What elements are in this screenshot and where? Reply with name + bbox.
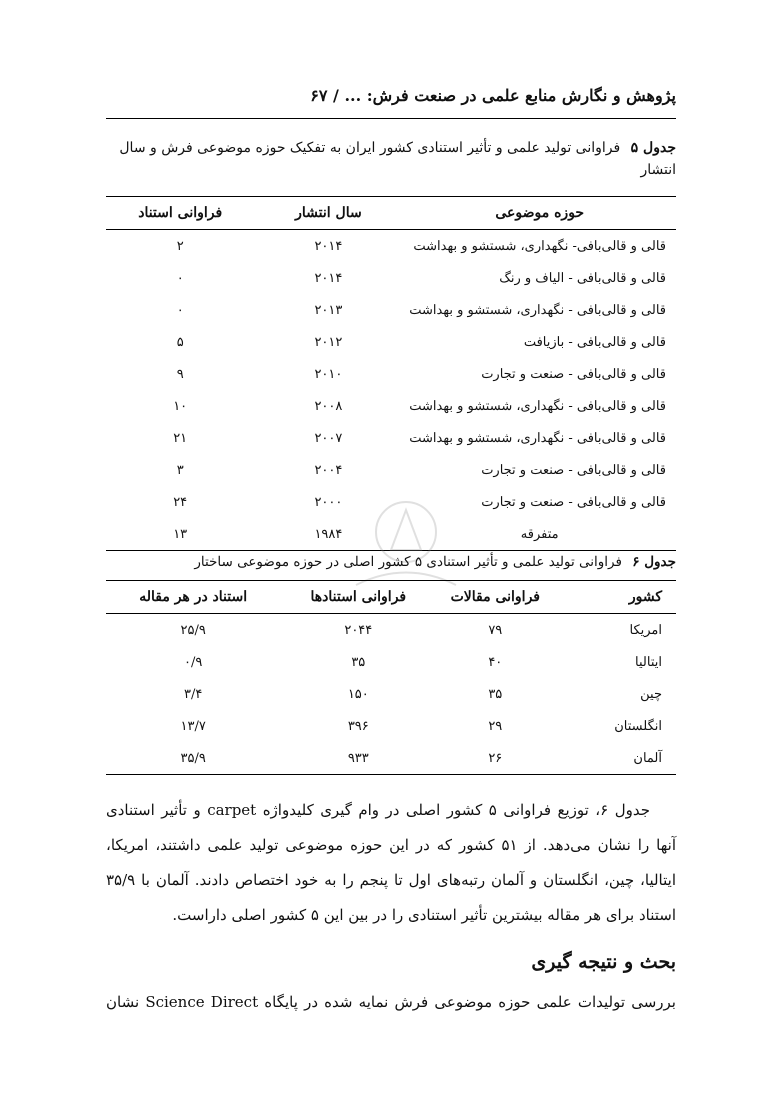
cell-year: ۲۰۱۲: [314, 334, 343, 350]
cell-citations: ۰: [176, 302, 184, 318]
cell-per-article: ۰/۹: [183, 654, 203, 670]
cell-year: ۲۰۰۰: [314, 494, 343, 510]
table-row: [106, 742, 676, 775]
table6-header-articles: فراوانی مقالات: [436, 581, 554, 614]
body-paragraph-2: [106, 987, 676, 1017]
cell-articles: ۲۹: [488, 718, 503, 734]
cell-year: ۲۰۰۷: [314, 430, 343, 446]
table-row: [106, 262, 676, 294]
table-row: [106, 326, 676, 358]
cell-subject: قالی و قالی‌بافی - نگهداری، شستشو و بهداشت: [409, 398, 666, 414]
paragraph-text: جدول ۶، توزیع فراوانی ۵ کشور اصلی در وام گیری کلیدواژه carpet و تأثیر استنادی آنها را نشان می‌دهد. از ۵۱ کشور که در این حوزه موضوعی تولید علمی داشتند، امریکا، ایتالیا، چین، انگلستان و آلمان رتبه‌های اول تا پنجم را به خود اختصاص دادند. آلمان با ۳۵/۹ استناد برای هر مقاله بیشترین تأثیر استنادی را در بین این ۵ کشور اصلی داراست.: [106, 801, 676, 924]
table-row: [106, 230, 676, 263]
cell-articles: ۳۵: [488, 686, 503, 702]
cell-citations: ۱۳: [106, 518, 254, 551]
table6-header-country: کشور: [554, 581, 676, 614]
table5-header-year: سال انتشار: [254, 197, 402, 230]
table5-caption-text: فراوانی تولید علمی و تأثیر استنادی کشور ایران به تفکیک حوزه موضوعی فرش و سال انتشار: [119, 140, 676, 178]
cell-subject: قالی و قالی‌بافی - صنعت و تجارت: [481, 462, 666, 478]
cell-articles: ۷۹: [488, 622, 503, 638]
cell-country: ایتالیا: [635, 654, 662, 670]
table-row: [106, 358, 676, 390]
table6-header-row: [106, 581, 676, 614]
table-row: [106, 646, 676, 678]
table6-header-citations: فراوانی استنادها: [280, 581, 436, 614]
cell-per-article: ۳/۴: [183, 686, 203, 702]
cell-subject: قالی و قالی‌بافی - صنعت و تجارت: [481, 494, 666, 510]
cell-country: امریکا: [629, 622, 662, 638]
table6-header-per-article: استناد در هر مقاله: [106, 581, 280, 614]
cell-year: ۲۰۱۰: [314, 366, 343, 382]
table-row: [106, 614, 676, 647]
cell-citations: ۲۴: [173, 494, 188, 510]
cell-citations: ۵: [176, 334, 184, 350]
cell-year: ۱۹۸۴: [254, 518, 402, 551]
cell-citations: ۹۳۳: [280, 742, 436, 775]
cell-country: انگلستان: [614, 718, 662, 734]
cell-per-article: ۲۵/۹: [180, 622, 206, 638]
cell-citations: ۳۹۶: [347, 718, 369, 734]
table-row: [106, 390, 676, 422]
cell-citations: ۰: [176, 270, 184, 286]
cell-subject: قالی و قالی‌بافی - الیاف و رنگ: [499, 270, 666, 286]
cell-country: آلمان: [554, 742, 676, 775]
cell-subject: قالی و قالی‌بافی - نگهداری، شستشو و بهداشت: [409, 302, 666, 318]
cell-citations: ۲۰۴۴: [344, 622, 373, 638]
cell-subject: قالی و قالی‌بافی - صنعت و تجارت: [481, 366, 666, 382]
cell-year: ۲۰۰۸: [314, 398, 343, 414]
running-head: پژوهش و نگارش منابع علمی در صنعت فرش: ... / ۶۷: [310, 86, 676, 105]
cell-citations: ۲: [176, 238, 184, 254]
cell-citations: ۱۰: [173, 398, 188, 414]
cell-articles: ۴۰: [488, 654, 503, 670]
body-paragraph-1: [106, 793, 676, 933]
cell-per-article: ۱۳/۷: [180, 718, 206, 734]
cell-citations: ۳۵: [351, 654, 366, 670]
cell-year: ۲۰۱۴: [314, 238, 343, 254]
table-row: [106, 710, 676, 742]
table5-header-subject: حوزه موضوعی: [402, 197, 676, 230]
table6-caption: [106, 551, 676, 573]
table5-caption: [106, 137, 676, 181]
cell-country: چین: [640, 686, 662, 702]
cell-per-article: ۳۵/۹: [106, 742, 280, 775]
table-row: [106, 678, 676, 710]
table-row: [106, 294, 676, 326]
cell-subject: قالی و قالی‌بافی - بازیافت: [523, 334, 666, 350]
table-row: [106, 422, 676, 454]
table6: [106, 580, 676, 775]
table5-label: جدول ۵: [630, 140, 676, 156]
cell-citations: ۱۵۰: [347, 686, 369, 702]
cell-citations: ۹: [176, 366, 184, 382]
cell-citations: ۳: [176, 462, 184, 478]
section-title: بحث و نتیجه گیری: [531, 951, 676, 973]
cell-year: ۲۰۱۴: [314, 270, 343, 286]
table5-header-citations: فراوانی استناد: [106, 197, 254, 230]
table-row: [106, 454, 676, 486]
cell-citations: ۲۱: [173, 430, 188, 446]
cell-subject: قالی و قالی‌بافی - نگهداری، شستشو و بهداشت: [409, 430, 666, 446]
cell-subject: قالی و قالی‌بافی- نگهداری، شستشو و بهداشت: [413, 238, 666, 254]
header-rule: [106, 118, 676, 119]
table6-caption-text: فراوانی تولید علمی و تأثیر استنادی ۵ کشور اصلی در حوزه موضوعی ساختار: [194, 554, 622, 570]
cell-subject: متفرقه: [402, 518, 676, 551]
cell-articles: ۲۶: [436, 742, 554, 775]
paragraph-text: بررسی تولیدات علمی حوزه موضوعی فرش نمایه شده در پایگاه Science Direct نشان: [106, 993, 676, 1011]
cell-year: ۲۰۱۳: [314, 302, 343, 318]
cell-year: ۲۰۰۴: [314, 462, 343, 478]
table6-label: جدول ۶: [632, 554, 676, 570]
table5-header-row: [106, 197, 676, 230]
